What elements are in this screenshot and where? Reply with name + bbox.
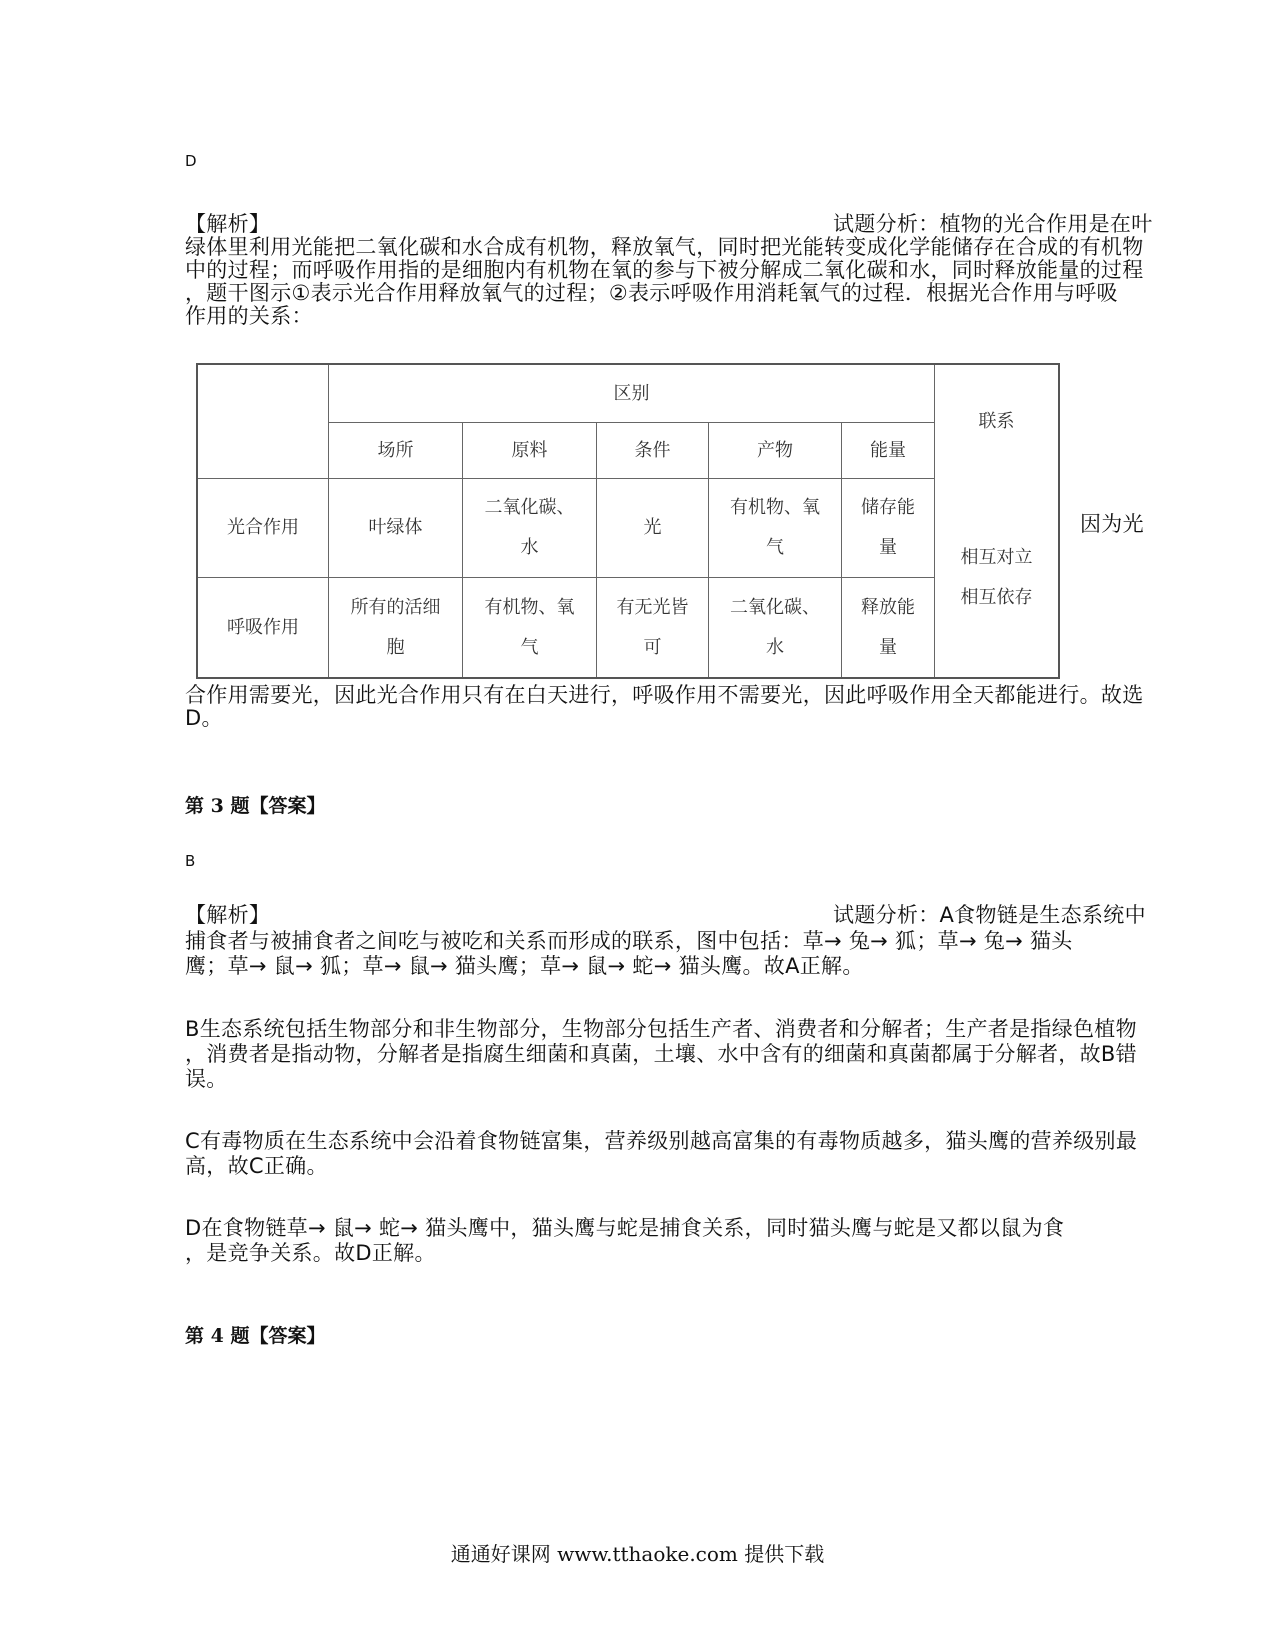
header-relation: 联系 [978,410,1015,432]
row-photosynthesis-name: 光合作用 [227,517,299,538]
table-cell: 二氧化碳、 水 [484,497,575,558]
q2-after-line-2: D。 [185,706,223,730]
q3-para-b-line-2: ，消费者是指动物，分解者是指腐生细菌和真菌，土壤、水中含有的细菌和真菌都属于分解者，故B错 [185,1042,1137,1066]
page-footer: 通通好课网 www.tthaoke.com 提供下载 [450,1542,825,1566]
q2-line-3: ，题干图示①表示光合作用释放氧气的过程；②表示呼吸作用消耗氧气的过程．根据光合作用与呼吸 [185,281,1118,305]
table-cell: 二氧化碳、 水 [730,596,820,658]
header-condition: 条件 [634,439,671,461]
table-cell: 储存能 量 [861,497,915,558]
q3-heading: 第 3 题【答案】 [185,795,326,817]
q3-para-b-line-1: B生态系统包括生物部分和非生物部分，生物部分包括生产者、消费者和分解者；生产者是指绿色植物 [185,1017,1137,1041]
header-product: 产物 [757,439,793,461]
table-cell: 释放能 量 [861,596,915,658]
row-respiration-name: 呼吸作用 [227,616,299,638]
table-cell: 有机物、氧 气 [484,596,575,658]
q2-analysis-intro: 试题分析：植物的光合作用是在叶 [833,212,1153,236]
table-cell: 所有的活细 胞 [350,596,441,658]
q2-analysis-label: 【解析】 [185,212,271,236]
relation-value: 相互对立 相互依存 [960,547,1033,608]
table-cell: 光 [643,517,662,538]
q3-para-c-line-1: C有毒物质在生态系统中会沿着食物链富集，营养级别越高富集的有毒物质越多，猫头鹰的营养级别最 [185,1129,1138,1153]
q3-para-c-line-2: 高，故C正确。 [185,1154,328,1178]
table-cell: 有无光皆 可 [616,596,689,658]
q3-answer: B [185,852,196,870]
header-location: 场所 [377,439,414,461]
q2-line-4: 作用的关系： [185,304,313,328]
q3-analysis-label: 【解析】 [185,903,271,927]
q4-heading: 第 4 题【答案】 [185,1325,326,1347]
q2-after-line-1: 合作用需要光，因此光合作用只有在白天进行，呼吸作用不需要光，因此呼吸作用全天都能进行。故选 [185,683,1144,707]
q3-analysis-intro: 试题分析：A食物链是生态系统中 [833,903,1146,927]
header-material: 原料 [511,439,548,461]
table-cell: 有机物、氧 气 [730,497,820,558]
q2-line-1: 绿体里利用光能把二氧化碳和水合成有机物，释放氧气，同时把光能转变成化学能储存在合成的有机物 [185,235,1144,259]
q3-para-a-line-1: 捕食者与被捕食者之间吃与被吃和关系而形成的联系，图中包括：草→ 兔→ 狐；草→ 兔→ 猫头 [185,929,1073,953]
q2-line-2: 中的过程；而呼吸作用指的是细胞内有机物在氧的参与下被分解成二氧化碳和水，同时释放能量的过程 [185,258,1144,282]
q2-answer: D [185,152,197,170]
q3-para-b-line-3: 误。 [185,1067,228,1091]
header-difference: 区别 [613,382,650,404]
header-energy: 能量 [870,439,906,461]
comparison-table [196,363,1060,679]
table-cell: 叶绿体 [368,517,423,538]
q3-para-d-line-2: ，是竞争关系。故D正解。 [185,1241,436,1265]
q3-para-a-line-2: 鹰；草→ 鼠→ 狐；草→ 鼠→ 猫头鹰；草→ 鼠→ 蛇→ 猫头鹰。故A正解。 [185,954,864,978]
q2-side-note: 因为光 [1080,512,1144,536]
q3-para-d-line-1: D在食物链草→ 鼠→ 蛇→ 猫头鹰中，猫头鹰与蛇是捕食关系，同时猫头鹰与蛇是又都以鼠为食 [185,1216,1065,1240]
